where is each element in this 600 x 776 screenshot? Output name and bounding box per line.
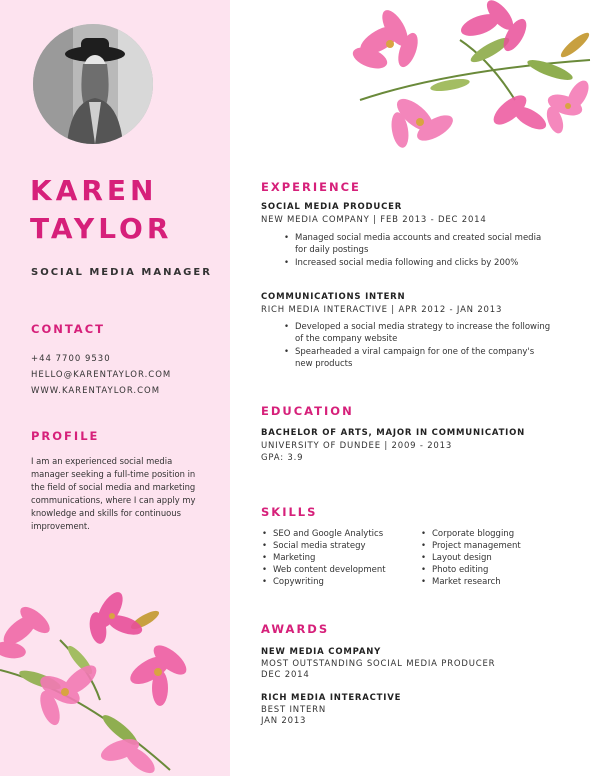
profile-photo [33,24,153,144]
skills-heading: SKILLS [261,505,318,519]
skills-list-right [421,529,571,589]
job-company: RICH MEDIA INTERACTIVE | APR 2012 - JAN 2013 [261,305,503,315]
list-item: • Increased social media following and clicks by 200% [284,258,554,270]
list-item: • Social media strategy [262,541,422,551]
first-name: KAREN [30,174,158,207]
job-bullets [284,322,554,372]
list-item: • Project management [421,541,571,551]
person-name [30,172,172,248]
list-item: • Corporate blogging [421,529,571,539]
contact-email: HELLO@KARENTAYLOR.COM [31,370,172,380]
list-item: • Spearheaded a viral campaign for one of the company's new products [284,347,554,370]
list-item: • SEO and Google Analytics [262,529,422,539]
job-company: NEW MEDIA COMPANY | FEB 2013 - DEC 2014 [261,215,487,225]
contact-heading: CONTACT [31,322,105,336]
degree: BACHELOR OF ARTS, MAJOR IN COMMUNICATION [261,428,526,438]
flower-illustration-bottom [0,580,200,776]
list-item: • Web content development [262,565,422,575]
award-title: BEST INTERN [261,705,326,715]
job-role: COMMUNICATIONS INTERN [261,292,406,302]
award-org: RICH MEDIA INTERACTIVE [261,693,402,703]
job-bullets [284,233,554,272]
job-title: SOCIAL MEDIA MANAGER [31,267,212,278]
list-item: • Marketing [262,553,422,563]
gpa: GPA: 3.9 [261,453,304,463]
list-item: • Market research [421,577,571,587]
last-name: TAYLOR [30,212,173,245]
job-role: SOCIAL MEDIA PRODUCER [261,202,403,212]
list-item: • Developed a social media strategy to increase the following of the company website [284,322,554,345]
skills-list-left [262,529,422,589]
education-heading: EDUCATION [261,404,354,418]
contact-website: WWW.KARENTAYLOR.COM [31,386,161,396]
list-item: • Layout design [421,553,571,563]
experience-heading: EXPERIENCE [261,180,361,194]
award-date: JAN 2013 [261,716,307,726]
flower-illustration-top [340,0,600,160]
list-item: • Managed social media accounts and created social media for daily postings [284,233,554,256]
list-item: • Photo editing [421,565,571,575]
awards-heading: AWARDS [261,622,330,636]
contact-phone: +44 7700 9530 [31,354,111,364]
school: UNIVERSITY OF DUNDEE | 2009 - 2013 [261,441,453,451]
profile-heading: PROFILE [31,429,100,443]
award-org: NEW MEDIA COMPANY [261,647,382,657]
profile-text: I am an experienced social media manager seeking a full-time position in the field of social media and marketing communications, where I can apply my knowledge and skills for continuous improvement. [31,456,196,531]
list-item: • Copywriting [262,577,422,587]
award-title: MOST OUTSTANDING SOCIAL MEDIA PRODUCER [261,659,496,669]
award-date: DEC 2014 [261,670,310,680]
